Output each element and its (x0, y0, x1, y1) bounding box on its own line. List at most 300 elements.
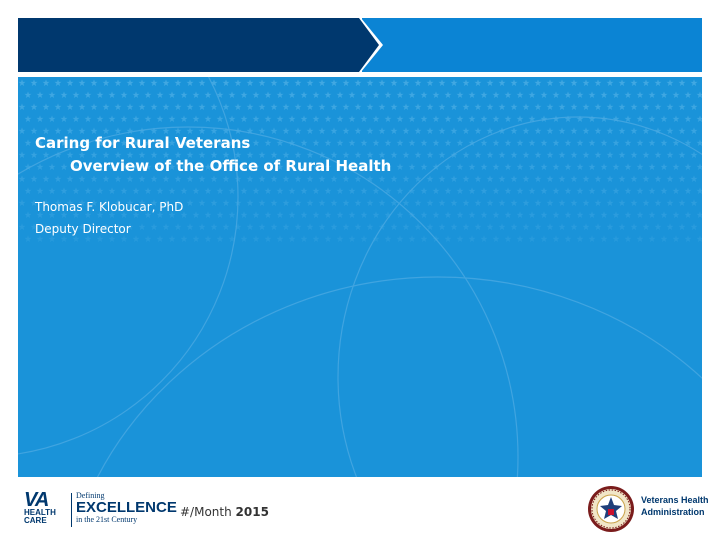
pattern-star (511, 223, 518, 230)
pattern-star (661, 187, 668, 194)
pattern-star (625, 187, 632, 194)
pattern-star (631, 223, 638, 230)
pattern-star (67, 79, 74, 86)
pattern-star (481, 115, 488, 122)
pattern-star (505, 91, 512, 98)
pattern-star (547, 151, 554, 158)
pattern-star (337, 211, 344, 218)
pattern-star (655, 175, 662, 182)
pattern-star (589, 115, 596, 122)
pattern-star (379, 79, 386, 86)
pattern-star (613, 163, 620, 170)
pattern-star (193, 91, 200, 98)
pattern-star (457, 139, 464, 146)
pattern-star (115, 103, 122, 110)
pattern-star (313, 91, 320, 98)
pattern-star (619, 175, 626, 182)
va-health-care-logo (24, 489, 177, 531)
pattern-star (247, 103, 254, 110)
pattern-star (175, 79, 182, 86)
pattern-star (367, 199, 374, 206)
pattern-star (253, 211, 260, 218)
pattern-star (43, 79, 50, 86)
pattern-star (349, 187, 356, 194)
pattern-star (433, 211, 440, 218)
pattern-star (631, 127, 638, 134)
pattern-star (457, 187, 464, 194)
pattern-star (667, 79, 674, 86)
pattern-star (475, 79, 482, 86)
pattern-star (31, 103, 38, 110)
pattern-star (457, 91, 464, 98)
pattern-star (493, 139, 500, 146)
pattern-star (691, 223, 698, 230)
pattern-star (223, 199, 230, 206)
pattern-star (289, 211, 296, 218)
pattern-star (421, 211, 428, 218)
date-year: 2015 (235, 505, 269, 519)
pattern-star (553, 187, 560, 194)
pattern-star (673, 91, 680, 98)
pattern-star (61, 115, 68, 122)
pattern-star (463, 175, 470, 182)
pattern-star (439, 199, 446, 206)
pattern-star (271, 79, 278, 86)
pattern-star (697, 235, 702, 242)
pattern-star (289, 115, 296, 122)
pattern-star (25, 139, 32, 146)
presenter-role: Deputy Director (35, 222, 131, 236)
pattern-star (79, 79, 86, 86)
pattern-star (445, 115, 452, 122)
pattern-star (301, 235, 308, 242)
pattern-star (181, 91, 188, 98)
pattern-star (331, 103, 338, 110)
pattern-star (661, 115, 668, 122)
pattern-star (139, 79, 146, 86)
pattern-star (187, 199, 194, 206)
pattern-star (607, 79, 614, 86)
pattern-star (595, 103, 602, 110)
pattern-star (463, 127, 470, 134)
pattern-star (637, 115, 644, 122)
pattern-star (343, 79, 350, 86)
pattern-star (115, 79, 122, 86)
title-line-1: Caring for Rural Veterans (35, 134, 251, 152)
pattern-star (601, 187, 608, 194)
va-mark-care: CARE (24, 516, 47, 525)
pattern-star (679, 223, 686, 230)
pattern-star (241, 115, 248, 122)
pattern-star (565, 235, 572, 242)
pattern-star (499, 223, 506, 230)
pattern-star (667, 103, 674, 110)
pattern-star (19, 223, 26, 230)
pattern-star (361, 91, 368, 98)
pattern-star (199, 223, 206, 230)
pattern-star (475, 223, 482, 230)
pattern-star (685, 115, 692, 122)
pattern-star (151, 79, 158, 86)
pattern-star (691, 151, 698, 158)
pattern-star (571, 199, 578, 206)
pattern-star (25, 91, 32, 98)
pattern-star (283, 199, 290, 206)
pattern-star (445, 235, 452, 242)
pattern-star (679, 199, 686, 206)
title-line-2: Overview of the Office of Rural Health (70, 157, 392, 175)
pattern-star (523, 175, 530, 182)
pattern-star (127, 103, 134, 110)
pattern-star (223, 223, 230, 230)
pattern-star (625, 235, 632, 242)
pattern-star (205, 115, 212, 122)
pattern-star (619, 127, 626, 134)
pattern-star (643, 199, 650, 206)
pattern-star (487, 103, 494, 110)
pattern-star (685, 91, 692, 98)
pattern-star (403, 79, 410, 86)
pattern-star (457, 163, 464, 170)
pattern-star (547, 175, 554, 182)
pattern-star (637, 163, 644, 170)
pattern-star (487, 175, 494, 182)
pattern-star (391, 103, 398, 110)
pattern-star (397, 163, 404, 170)
pattern-star (445, 187, 452, 194)
pattern-star (217, 187, 224, 194)
pattern-star (583, 127, 590, 134)
vha-wordmark (641, 494, 709, 518)
pattern-star (565, 115, 572, 122)
pattern-star (439, 103, 446, 110)
pattern-star (547, 127, 554, 134)
pattern-star (475, 127, 482, 134)
pattern-star (301, 187, 308, 194)
pattern-star (559, 127, 566, 134)
pattern-star (55, 103, 62, 110)
pattern-star (187, 223, 194, 230)
pattern-star (505, 139, 512, 146)
pattern-star (295, 199, 302, 206)
pattern-star (631, 103, 638, 110)
pattern-star (451, 103, 458, 110)
pattern-star (241, 235, 248, 242)
pattern-star (475, 151, 482, 158)
pattern-star (19, 175, 26, 182)
pattern-star (445, 163, 452, 170)
pattern-star (649, 139, 656, 146)
pattern-star (307, 223, 314, 230)
pattern-star (493, 91, 500, 98)
pattern-star (625, 211, 632, 218)
pattern-star (343, 223, 350, 230)
pattern-star (535, 151, 542, 158)
pattern-star (205, 187, 212, 194)
tagline-bottom: in the 21st Century (76, 515, 138, 524)
header-band-dark (18, 18, 361, 72)
pattern-star (535, 127, 542, 134)
pattern-star (145, 115, 152, 122)
pattern-star (223, 79, 230, 86)
pattern-star (211, 103, 218, 110)
pattern-star (667, 127, 674, 134)
pattern-star (349, 115, 356, 122)
pattern-star (421, 115, 428, 122)
pattern-star (367, 79, 374, 86)
pattern-star (229, 91, 236, 98)
pattern-star (421, 235, 428, 242)
pattern-star (625, 163, 632, 170)
pattern-star (187, 103, 194, 110)
pattern-star (295, 79, 302, 86)
pattern-star (607, 175, 614, 182)
pattern-star (259, 199, 266, 206)
pattern-star (649, 211, 656, 218)
pattern-star (91, 79, 98, 86)
pattern-star (565, 187, 572, 194)
pattern-star (85, 115, 92, 122)
pattern-star (301, 211, 308, 218)
pattern-star (331, 199, 338, 206)
pattern-star (589, 163, 596, 170)
pattern-star (445, 139, 452, 146)
pattern-star (613, 187, 620, 194)
pattern-star (163, 79, 170, 86)
pattern-star (169, 115, 176, 122)
pattern-star (607, 127, 614, 134)
pattern-star (325, 91, 332, 98)
pattern-star (469, 211, 476, 218)
pattern-star (229, 115, 236, 122)
pattern-star (541, 163, 548, 170)
pattern-star (649, 91, 656, 98)
presenter-block (35, 196, 183, 240)
pattern-star (325, 211, 332, 218)
pattern-star (169, 187, 176, 194)
pattern-star (241, 187, 248, 194)
pattern-star (565, 91, 572, 98)
pattern-star (487, 127, 494, 134)
pattern-star (241, 91, 248, 98)
pattern-star (283, 223, 290, 230)
pattern-star (475, 175, 482, 182)
pattern-star (697, 163, 702, 170)
pattern-star (343, 199, 350, 206)
pattern-star (445, 91, 452, 98)
pattern-star (421, 139, 428, 146)
pattern-star (655, 103, 662, 110)
pattern-star (505, 163, 512, 170)
pattern-star (619, 151, 626, 158)
pattern-star (661, 139, 668, 146)
pattern-star (439, 151, 446, 158)
pattern-star (631, 151, 638, 158)
pattern-star (613, 211, 620, 218)
pattern-star (451, 79, 458, 86)
pattern-star (649, 163, 656, 170)
pattern-star (403, 127, 410, 134)
pattern-star (535, 223, 542, 230)
pattern-star (385, 91, 392, 98)
pattern-star (535, 79, 542, 86)
pattern-star (433, 91, 440, 98)
pattern-star (637, 187, 644, 194)
pattern-star (541, 91, 548, 98)
pattern-star (373, 115, 380, 122)
pattern-star (523, 79, 530, 86)
pattern-star (547, 103, 554, 110)
pattern-star (583, 79, 590, 86)
pattern-star (109, 115, 116, 122)
va-mark (24, 491, 56, 525)
pattern-star (505, 115, 512, 122)
pattern-star (397, 139, 404, 146)
pattern-star (31, 79, 38, 86)
pattern-star (523, 103, 530, 110)
pattern-star (373, 187, 380, 194)
pattern-star (211, 223, 218, 230)
pattern-star (529, 235, 536, 242)
pattern-star (397, 187, 404, 194)
header-chevron (355, 18, 385, 72)
pattern-star (331, 79, 338, 86)
pattern-star (373, 211, 380, 218)
pattern-star (181, 115, 188, 122)
pattern-star (355, 223, 362, 230)
pattern-star (667, 223, 674, 230)
pattern-star (313, 187, 320, 194)
pattern-star (217, 235, 224, 242)
pattern-star (655, 199, 662, 206)
pattern-star (19, 151, 26, 158)
pattern-star (451, 199, 458, 206)
pattern-star (379, 199, 386, 206)
pattern-star (157, 91, 164, 98)
pattern-star (691, 79, 698, 86)
pattern-star (511, 103, 518, 110)
vha-line-2: Administration (641, 507, 705, 517)
pattern-star (397, 211, 404, 218)
pattern-star (337, 115, 344, 122)
pattern-star (595, 151, 602, 158)
pattern-star (589, 235, 596, 242)
pattern-star (673, 163, 680, 170)
pattern-star (487, 151, 494, 158)
pattern-star (19, 103, 26, 110)
pattern-star (607, 151, 614, 158)
pattern-star (649, 115, 656, 122)
pattern-star (499, 79, 506, 86)
pattern-star (199, 103, 206, 110)
pattern-star (601, 91, 608, 98)
pattern-star (97, 91, 104, 98)
pattern-star (229, 211, 236, 218)
pattern-star (409, 139, 416, 146)
pattern-star (103, 103, 110, 110)
pattern-star (319, 103, 326, 110)
pattern-star (571, 103, 578, 110)
pattern-star (571, 127, 578, 134)
pattern-star (463, 103, 470, 110)
pattern-star (607, 223, 614, 230)
pattern-star (355, 103, 362, 110)
pattern-star (433, 139, 440, 146)
pattern-star (427, 199, 434, 206)
pattern-star (589, 139, 596, 146)
pattern-star (391, 127, 398, 134)
pattern-star (451, 175, 458, 182)
pattern-star (37, 91, 44, 98)
date-prefix: #/Month (180, 505, 236, 519)
pattern-star (415, 127, 422, 134)
pattern-star (355, 199, 362, 206)
pattern-star (25, 235, 32, 242)
pattern-star (223, 103, 230, 110)
pattern-star (25, 115, 32, 122)
pattern-star (415, 79, 422, 86)
pattern-star (121, 187, 128, 194)
pattern-star (349, 91, 356, 98)
pattern-star (589, 211, 596, 218)
pattern-star (451, 127, 458, 134)
pattern-star (169, 91, 176, 98)
pattern-star (481, 139, 488, 146)
pattern-star (637, 91, 644, 98)
pattern-star (121, 91, 128, 98)
vha-line-1: Veterans Health (641, 495, 709, 505)
pattern-star (391, 223, 398, 230)
pattern-star (439, 175, 446, 182)
pattern-star (685, 163, 692, 170)
pattern-star (229, 187, 236, 194)
pattern-star (313, 115, 320, 122)
pattern-star (265, 187, 272, 194)
pattern-star (265, 211, 272, 218)
pattern-star (37, 187, 44, 194)
pattern-star (643, 151, 650, 158)
pattern-star (427, 127, 434, 134)
pattern-star (685, 235, 692, 242)
pattern-star (649, 187, 656, 194)
pattern-star (397, 91, 404, 98)
pattern-star (607, 199, 614, 206)
pattern-star (301, 91, 308, 98)
pattern-star (325, 187, 332, 194)
pattern-star (319, 223, 326, 230)
pattern-star (133, 91, 140, 98)
slide-date (180, 505, 269, 519)
pattern-star (589, 187, 596, 194)
pattern-star (361, 235, 368, 242)
pattern-star (193, 211, 200, 218)
pattern-star (469, 163, 476, 170)
pattern-star (679, 151, 686, 158)
pattern-star (679, 103, 686, 110)
pattern-star (331, 223, 338, 230)
pattern-star (253, 187, 260, 194)
pattern-star (265, 115, 272, 122)
pattern-star (145, 187, 152, 194)
pattern-star (289, 235, 296, 242)
pattern-star (565, 163, 572, 170)
pattern-star (205, 211, 212, 218)
pattern-star (619, 199, 626, 206)
pattern-star (409, 115, 416, 122)
pattern-star (685, 187, 692, 194)
pattern-star (367, 223, 374, 230)
pattern-star (337, 235, 344, 242)
